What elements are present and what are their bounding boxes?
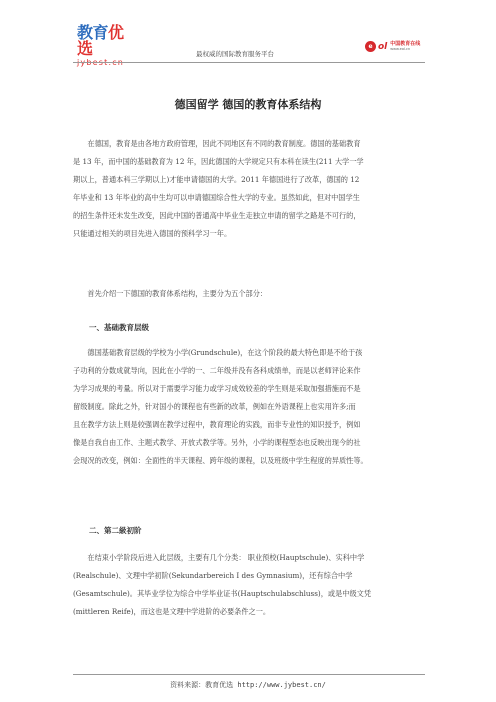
section2-line: (Gesamtschule)。其毕业学位为综合中学毕业证书(Hauptschulabschluss)，或是中级文凭 (73, 589, 372, 598)
section1-line: 会现况的改变，例如：全面性的半天课程、跨年级的课程，以及班级中学生程度的异质性等。 (73, 456, 368, 465)
eol-logo[interactable] (365, 41, 420, 52)
section1-line: 像是自我自由工作、主题式教学、开放式教学等。另外，小学的课程型态也反映出现今的社 (73, 438, 361, 447)
section1-line: 且在教学方法上则是较强调在教学过程中，教育理论的实践，而非专业性的知识授予，例如 (73, 420, 361, 429)
logo-text-best: 优选 (77, 23, 124, 58)
logo-text-edu: 教育 (77, 23, 109, 42)
page-header (0, 0, 496, 67)
eol-badge-icon: e (365, 41, 376, 52)
jybest-logo-text (77, 25, 139, 57)
source-footer[interactable]: 资料来源：教育优选 http://www.jybest.cn/ (170, 681, 326, 689)
eol-logo-name: 中国教育在线 (390, 41, 421, 47)
eol-wordmark: ol (378, 41, 388, 52)
eol-logo-text (390, 41, 420, 52)
header-divider (73, 62, 425, 63)
intro-line: 是 13 年，而中国的基础教育为 12 年，因此德国的大学规定只有本科在读生(211 大学一学 (73, 157, 364, 166)
intro-line: 年毕业和 13 年毕业的高中生均可以申请德国综合性大学的专业。虽然如此，但对中国学生 (73, 193, 360, 202)
section2-paragraph (73, 549, 424, 621)
eol-logo-mark (365, 41, 387, 52)
eol-logo-url: www.eol.cn (390, 47, 411, 51)
section2-line: (Realschule)、文理中学初阶(Sekundarbereich I des Gymnasium)，还有综合中学 (73, 571, 353, 580)
section1-line: 为学习成果的考量。所以对于需要学习能力或学习成效较差的学生则是采取加强措施而不是 (73, 384, 361, 393)
section1-paragraph (73, 344, 424, 470)
section2-line: 在结束小学阶段后进入此层级，主要有几个分类： 职业预校(Hauptschule)、实科中学 (73, 553, 365, 562)
jybest-logo[interactable] (77, 23, 139, 67)
section-heading-basic-education: 一、基础教育层级 (89, 323, 149, 332)
jybest-logo-domain: jybest.cn (77, 58, 125, 67)
intro-paragraph (73, 135, 424, 243)
header-tagline: 最权威的国际教育服务平台 (196, 50, 274, 58)
section-heading-secondary-level: 二、第二級初阶 (89, 526, 142, 535)
intro-line: 在德国，教育是由各地方政府管理，因此不同地区有不同的教育制度。德国的基础教育 (73, 139, 361, 148)
section2-line: (mittleren Reife)，而这也是文理中学进阶的必要条件之一。 (73, 607, 271, 616)
intro-line: 的招生条件还未发生改变，因此中国的普通高中毕业生走独立申请的留学之路是不可行的， (73, 211, 361, 220)
overview-paragraph (73, 285, 424, 303)
page-title: 德国留学 德国的教育体系结构 (174, 98, 322, 111)
overview-line: 首先介绍一下德国的教育体系结构，主要分为五个部分： (73, 289, 268, 298)
section1-line: 留级制度。除此之外，针对国小的课程也有些新的改革，例如在外语课程上也实用许多;而 (73, 402, 356, 411)
footer-divider (73, 674, 425, 675)
section1-line: 德国基础教育层级的学校为小学(Grundschule)，在这个阶段的最大特色即是不给于孩 (73, 348, 363, 357)
intro-line: 只能通过相关的项目先进入德国的预科学习一年。 (73, 229, 232, 238)
section1-line: 子功利的分数成就导向，因此在小学的一、二年级并没有各科成绩单，而是以老师评论来作 (73, 366, 361, 375)
intro-line: 期以上，普通本科三学期以上)才能申请德国的大学。2011 年德国进行了改革，德国的 12 (73, 175, 360, 184)
